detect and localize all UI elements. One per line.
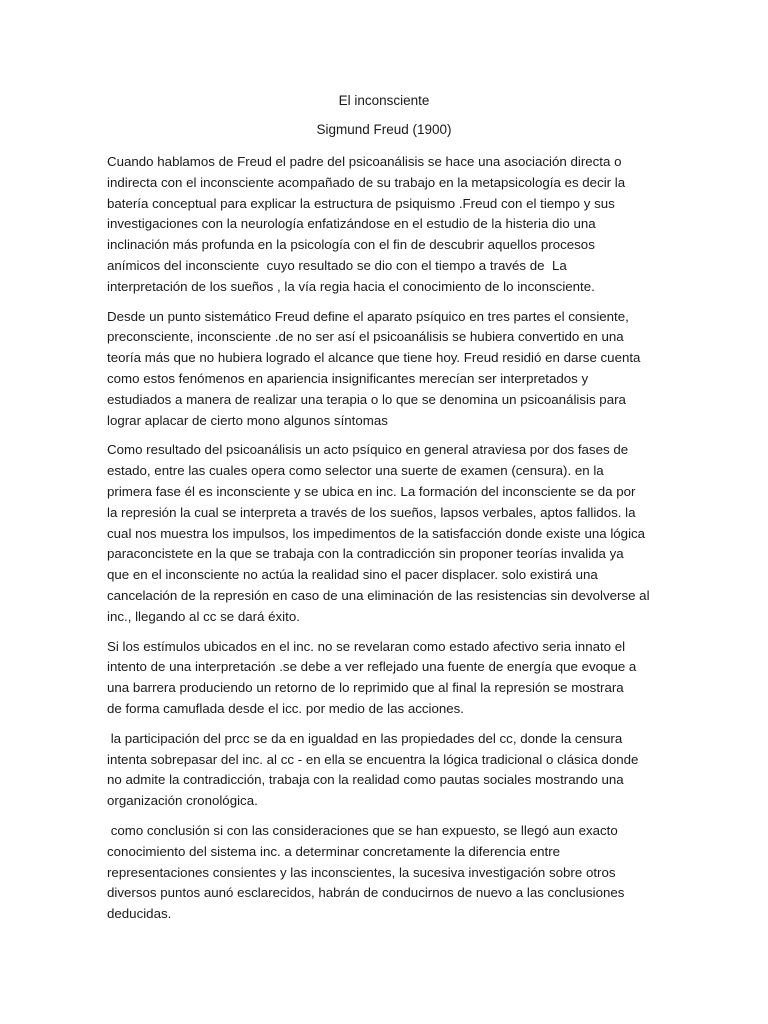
paragraph-6: como conclusión si con las consideraciones que se han expuesto, se llegó aun exacto conocimiento del sistema inc. a determinar concretamente la diferencia entre representaciones consientes y las inconscientes, la sucesiva investigación sobre otros diversos puntos aunó esclarecidos, habrán de conducirnos de nuevo a las conclusiones deducidas. [107, 822, 625, 922]
paragraph-5: la participación del prcc se da en igualdad en las propiedades del cc, donde la censura intenta sobrepasar del inc. al cc - en ella se encuentra la lógica tradicional o clásica donde no admite la contradicción, trabaja con la realidad como pautas sociales mostrando una organización cronológica. [107, 730, 639, 809]
document-title: El inconsciente [338, 93, 430, 108]
paragraph-2: Desde un punto sistemático Freud define el aparato psíquico en tres partes el consiente, preconsciente, inconsciente .de no ser así el psicoanálisis se hubiera convertido en una teoría más que no hubiera logrado el alcance que tiene hoy. Freud residió en darse cuenta como estos fenómenos en apariencia insignificantes merecían ser interpretados y estudiados a manera de realizar una terapia o lo que se denomina un psicoanálisis para lograr aplacar de cierto mono algunos síntomas [107, 308, 641, 428]
paragraph-4: Si los estímulos ubicados en el inc. no se revelaran como estado afectivo seria innato el intento de una interpretación .se debe a ver reflejado una fuente de energía que evoque a una barrera produciendo un retorno de lo reprimido que al final la represión se mostrara de forma camuflada desde el icc. por medio de las acciones. [107, 638, 637, 716]
document-body [107, 152, 663, 934]
paragraph-3: Como resultado del psicoanálisis un acto psíquico en general atraviesa por dos fases de estado, entre las cuales opera como selector una suerte de examen (censura). en la primera fase él es inconsciente y se ubica en inc. La formación del inconsciente se da por la represión la cual se interpreta a través de los sueños, lapsos verbales, aptos fallidos. la cual nos muestra los impulsos, los impedimentos de la satisfacción donde existe una lógica paraconcistete en la que se trabaja con la contradicción sin proponer teorías invalida ya que en el inconsciente no actúa la realidad sino el pacer displacer. solo existirá una cancelación de la represión en caso de una eliminación de las resistencias sin devolverse al inc., llegando al cc se dará éxito. [107, 442, 650, 624]
paragraph-1: Cuando hablamos de Freud el padre del psicoanálisis se hace una asociación directa o indirecta con el inconsciente acompañado de su trabajo en la metapsicología es decir la batería conceptual para explicar la estructura de psiquismo .Freud con el tiempo y sus investigaciones con la neurología enfatizándose en el estudio de la histeria dio una inclinación más profunda en la psicología con el fin de descubrir aquellos procesos anímicos del inconsciente cuyo resultado se dio con el tiempo a través de La interpretación de los sueños , la vía regia hacia el conocimiento de lo inconsciente. [107, 154, 626, 294]
document-subtitle: Sigmund Freud (1900) [316, 122, 452, 137]
